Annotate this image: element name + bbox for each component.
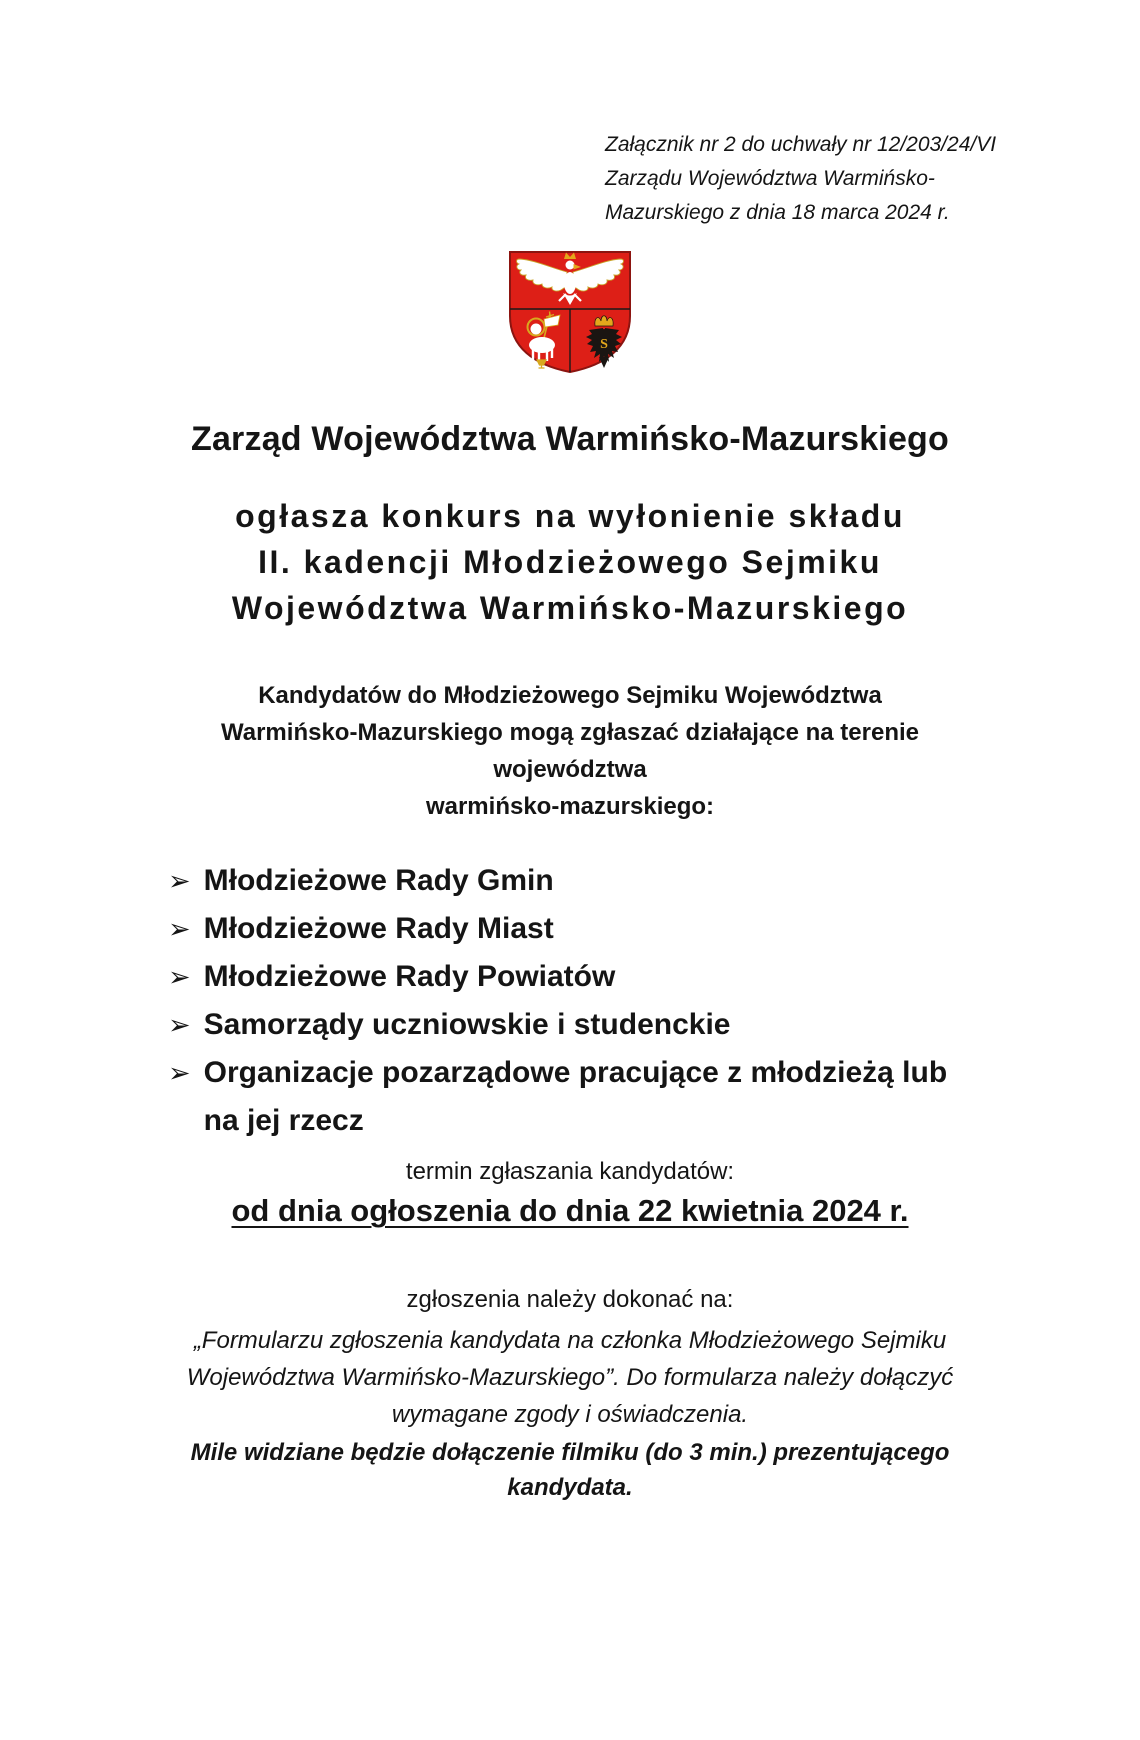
deadline-value: od dnia ogłoszenia do dnia 22 kwietnia 2024 r. <box>231 1193 909 1228</box>
arrow-bullet-icon: ➢ <box>168 962 191 992</box>
video-note: Mile widziane będzie dołączenie filmiku (do 3 min.) prezentującego kandydata. <box>190 1439 950 1501</box>
subtitle-line: ogłasza konkurs na wyłonienie składu <box>235 498 905 534</box>
attachment-note-line: Mazurskiego z dnia 18 marca 2024 r. <box>605 201 950 224</box>
list-item-text: Organizacje pozarządowe pracujące z młodzieżą lub na jej rzecz <box>203 1056 948 1137</box>
arrow-bullet-icon: ➢ <box>168 1058 191 1088</box>
arrow-bullet-icon: ➢ <box>168 914 191 944</box>
submission-label: zgłoszenia należy dokonać na: <box>406 1286 734 1313</box>
deadline-label: termin zgłaszania kandydatów: <box>405 1158 735 1185</box>
coat-of-arms-container <box>150 246 990 378</box>
candidate-list <box>150 857 990 1145</box>
list-item <box>168 1001 990 1049</box>
list-item-text: Młodzieżowe Rady Powiatów <box>203 960 616 993</box>
monogram-s: S <box>600 337 608 352</box>
intro-paragraph <box>150 677 990 825</box>
list-item-text: Młodzieżowe Rady Gmin <box>203 864 554 897</box>
attachment-note <box>605 128 1025 230</box>
announcement-subtitle <box>150 493 990 631</box>
attachment-note-line: Załącznik nr 2 do uchwały nr 12/203/24/VI <box>605 133 997 156</box>
warmia-masuria-coat-of-arms-icon <box>500 246 640 378</box>
list-item <box>168 857 990 905</box>
list-item-text: Młodzieżowe Rady Miast <box>203 912 554 945</box>
intro-line: Kandydatów do Młodzieżowego Sejmiku Województwa <box>258 682 882 709</box>
arrow-bullet-icon: ➢ <box>168 1010 191 1040</box>
subtitle-line: II. kadencji Młodzieżowego Sejmiku <box>258 544 882 580</box>
list-item <box>168 1049 990 1145</box>
intro-line: Warmińsko-Mazurskiego mogą zgłaszać działające na terenie województwa <box>220 719 919 783</box>
document-title: Zarząd Województwa Warmińsko-Mazurskiego <box>190 420 949 458</box>
attachment-note-line: Zarządu Województwa Warmińsko- <box>605 167 935 190</box>
intro-line: warmińsko-mazurskiego: <box>425 793 715 820</box>
form-note: „Formularzu zgłoszenia kandydata na członka Młodzieżowego Sejmiku Województwa Warmińsko-Mazurskiego”. Do formularza należy dołączyć wymagane zgody i oświadczenia. <box>186 1327 954 1428</box>
list-item <box>168 905 990 953</box>
document-page <box>0 128 1140 1740</box>
subtitle-line: Województwa Warmińsko-Mazurskiego <box>231 590 909 626</box>
arrow-bullet-icon: ➢ <box>168 866 191 896</box>
list-item <box>168 953 990 1001</box>
list-item-text: Samorządy uczniowskie i studenckie <box>203 1008 731 1041</box>
